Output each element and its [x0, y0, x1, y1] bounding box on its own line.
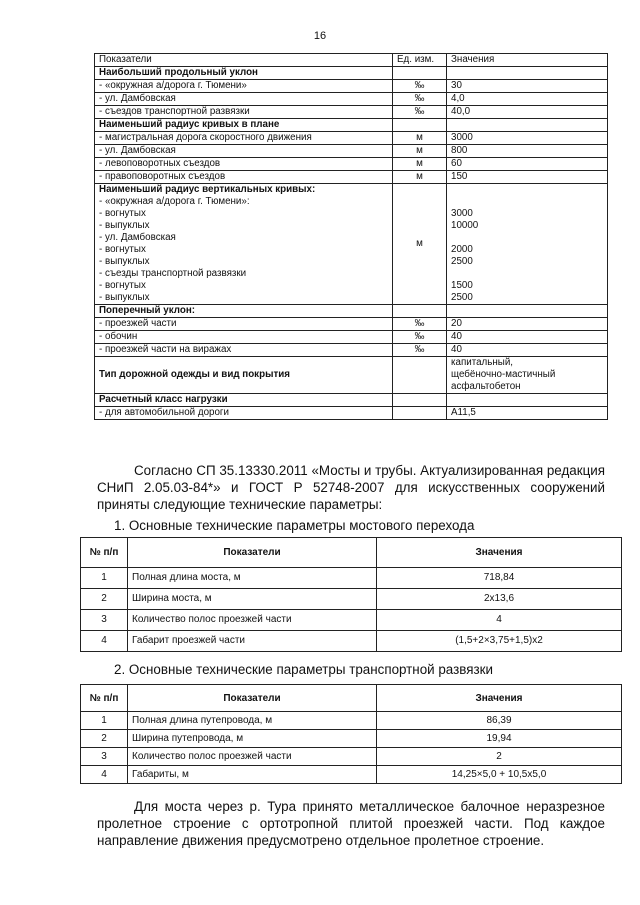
value-cell: [451, 196, 603, 208]
heading-bridge-parameters: 1. Основные технические параметры мостового перехода: [114, 518, 475, 533]
unit-cell: [393, 305, 447, 318]
row-number: 3: [81, 748, 128, 766]
value-cell: [447, 394, 608, 407]
value-cell: 4,0: [447, 93, 608, 106]
parameter-label: - съезды транспортной развязки: [99, 268, 247, 279]
parameter-label: Полная длина путепровода, м: [128, 712, 377, 730]
unit-cell: м: [393, 184, 447, 305]
parameter-label: Тип дорожной одежды и вид покрытия: [95, 357, 393, 394]
value-cell: [451, 268, 603, 280]
value-cell: 60: [447, 158, 608, 171]
unit-cell: м: [393, 145, 447, 158]
parameter-label: - вогнутых: [99, 280, 146, 291]
value-cell: 2500: [451, 256, 473, 267]
column-header: Показатели: [95, 54, 393, 67]
column-header: Ед. изм.: [393, 54, 447, 67]
value-cell: 2x13,6: [377, 589, 622, 610]
parameter-label: - съездов транспортной развязки: [95, 106, 393, 119]
page-number: 16: [313, 30, 327, 42]
value-cell: [451, 232, 603, 244]
parameter-label: Количество полос проезжей части: [128, 610, 377, 631]
parameter-label: - обочин: [95, 331, 393, 344]
table-row: [95, 331, 608, 344]
row-number: 1: [81, 568, 128, 589]
pavement-row: [95, 357, 608, 394]
unit-cell: ‰: [393, 93, 447, 106]
table-row: [95, 93, 608, 106]
value-cell: 40,0: [447, 106, 608, 119]
section-row: [95, 119, 608, 132]
parameter-label: - левоповоротных съездов: [95, 158, 393, 171]
value-cell: 40: [447, 344, 608, 357]
table-row: [95, 132, 608, 145]
parameter-label: - выпуклых: [99, 292, 150, 303]
parameter-label: Поперечный уклон:: [95, 305, 393, 318]
parameter-label: - ул. Дамбовская: [95, 93, 393, 106]
parameter-label: - для автомобильной дороги: [95, 407, 393, 420]
value-cell: [447, 119, 608, 132]
parameter-label: - выпуклых: [99, 256, 150, 267]
section-row: [95, 67, 608, 80]
value-cell: (1,5+2×3,75+1,5)х2: [377, 631, 622, 652]
value-cell: [447, 305, 608, 318]
unit-cell: ‰: [393, 331, 447, 344]
table-row: [81, 730, 622, 748]
table-row: [81, 631, 622, 652]
parameter-label: - проезжей части: [95, 318, 393, 331]
paragraph-standards: Согласно СП 35.13330.2011 «Мосты и трубы. Актуализированная редакция СНиП 2.05.03-84*» и ГОСТ Р 52748-2007 для искусственных сооружений приняты следующие технические параметры:: [97, 463, 605, 512]
table-row: [95, 145, 608, 158]
value-cell: 718,84: [377, 568, 622, 589]
value-cell: 30: [447, 80, 608, 93]
column-header: Значения: [377, 685, 622, 712]
parameter-label: - ул. Дамбовская: [99, 232, 176, 243]
parameter-label: Габариты, м: [128, 766, 377, 784]
unit-cell: м: [393, 171, 447, 184]
table-row: [95, 80, 608, 93]
table-row: [95, 158, 608, 171]
paragraph-bridge-structure: Для моста через р. Тура принято металлическое балочное неразрезное пролетное строение с ортотропной плитой проезжей части. Под каждое направление движения предусмотрено отдельное пролетное строение.: [97, 799, 605, 848]
unit-cell: ‰: [393, 106, 447, 119]
table-row: [81, 712, 622, 730]
column-header: Показатели: [128, 685, 377, 712]
column-header: № п/п: [81, 538, 128, 568]
parameter-label: - выпуклых: [99, 220, 150, 231]
table-header-row: [95, 54, 608, 67]
value-cell: 3000: [451, 208, 473, 219]
unit-cell: м: [393, 158, 447, 171]
parameter-label: Наименьший радиус кривых в плане: [95, 119, 393, 132]
value-cell: 150: [447, 171, 608, 184]
section-row: [95, 394, 608, 407]
row-number: 2: [81, 730, 128, 748]
unit-cell: ‰: [393, 318, 447, 331]
heading-interchange-parameters: 2. Основные технические параметры транспортной развязки: [114, 662, 493, 677]
value-cell: щебёночно-мастичный: [451, 369, 556, 380]
unit-cell: [393, 407, 447, 420]
parameter-label: Габарит проезжей части: [128, 631, 377, 652]
unit-cell: [393, 67, 447, 80]
table-row: [81, 589, 622, 610]
parameter-label: Наибольший продольный уклон: [95, 67, 393, 80]
parameter-label: Ширина моста, м: [128, 589, 377, 610]
row-number: 4: [81, 766, 128, 784]
value-cell: 19,94: [377, 730, 622, 748]
bridge-parameters-table: [80, 537, 622, 652]
parameter-label: - ул. Дамбовская: [95, 145, 393, 158]
section-row: [95, 305, 608, 318]
row-number: 4: [81, 631, 128, 652]
table-row: [95, 407, 608, 420]
column-header: № п/п: [81, 685, 128, 712]
row-number: 3: [81, 610, 128, 631]
parameter-label: Количество полос проезжей части: [128, 748, 377, 766]
vertical-curves-row: [95, 184, 608, 305]
value-cell: А11,5: [447, 407, 608, 420]
parameter-label: Расчетный класс нагрузки: [95, 394, 393, 407]
value-cell: 1500: [451, 280, 473, 291]
parameter-label: Полная длина моста, м: [128, 568, 377, 589]
table-row: [95, 106, 608, 119]
unit-cell: ‰: [393, 344, 447, 357]
parameter-label: - правоповоротных съездов: [95, 171, 393, 184]
unit-cell: м: [393, 132, 447, 145]
parameter-label: - «окружная а/дорога г. Тюмени»:: [99, 196, 250, 207]
column-header: Значения: [447, 54, 608, 67]
column-header: Показатели: [128, 538, 377, 568]
row-number: 1: [81, 712, 128, 730]
value-cell: 800: [447, 145, 608, 158]
parameter-label: - вогнутых: [99, 208, 146, 219]
value-cell: 3000: [447, 132, 608, 145]
table-row: [81, 748, 622, 766]
table-row: [95, 318, 608, 331]
parameter-label: Ширина путепровода, м: [128, 730, 377, 748]
value-cell: 86,39: [377, 712, 622, 730]
unit-cell: [393, 394, 447, 407]
parameter-label: - магистральная дорога скоростного движения: [95, 132, 393, 145]
section-title: Наименьший радиус вертикальных кривых:: [99, 184, 316, 195]
table-row: [81, 766, 622, 784]
road-parameters-table: [94, 53, 608, 420]
parameter-label: - вогнутых: [99, 244, 146, 255]
unit-cell: [393, 119, 447, 132]
value-cell: 20: [447, 318, 608, 331]
value-cell: 40: [447, 331, 608, 344]
interchange-parameters-table: [80, 684, 622, 784]
table-row: [95, 171, 608, 184]
table-row: [95, 344, 608, 357]
value-cell: [447, 67, 608, 80]
value-cell: капитальный,: [451, 357, 514, 368]
value-cell: 2500: [451, 292, 473, 303]
table-row: [81, 568, 622, 589]
table-row: [81, 610, 622, 631]
unit-cell: ‰: [393, 80, 447, 93]
column-header: Значения: [377, 538, 622, 568]
value-cell: 2: [377, 748, 622, 766]
value-cell: асфальтобетон: [451, 381, 521, 392]
value-cell: 10000: [451, 220, 479, 231]
parameter-label: - проезжей части на виражах: [95, 344, 393, 357]
value-cell: 2000: [451, 244, 473, 255]
row-number: 2: [81, 589, 128, 610]
value-cell: 4: [377, 610, 622, 631]
parameter-label: - «окружная а/дорога г. Тюмени»: [95, 80, 393, 93]
value-cell: 14,25×5,0 + 10,5х5,0: [377, 766, 622, 784]
